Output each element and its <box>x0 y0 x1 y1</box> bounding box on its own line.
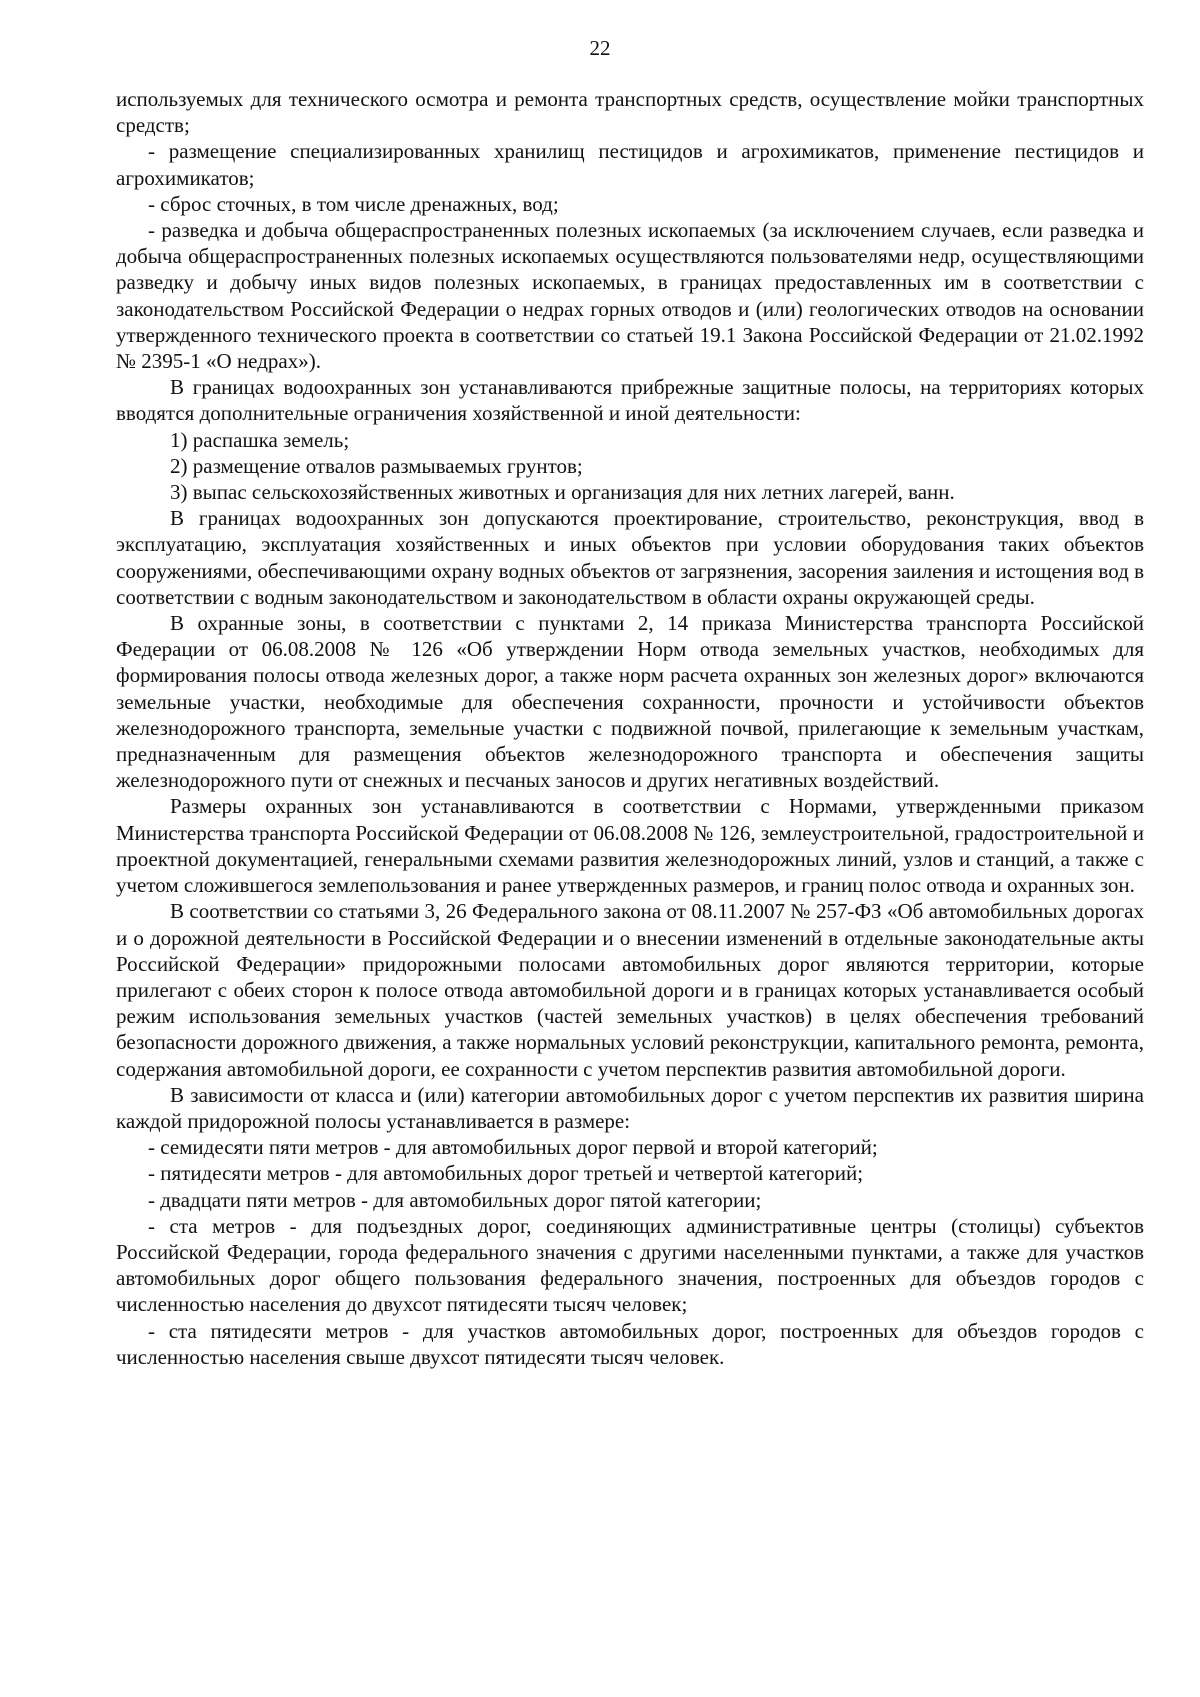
list-item: 3) выпас сельскохозяйственных животных и организация для них летних лагерей, ванн. <box>170 480 955 505</box>
list-item: - размещение специализированных хранилищ пестицидов и агрохимикатов, применение пестицидов и агрохимикатов; <box>116 139 1144 190</box>
list-item: - ста метров - для подъездных дорог, соединяющих административные центры (столицы) субъектов Российской Федерации, города федерального значения с другими населенными пунктами, а также для участков автомобильных дорог общего пользования федерального значения, построенных для объездов городов с численностью населения до двухсот пятидесяти тысяч человек; <box>116 1213 1144 1317</box>
paragraph: В охранные зоны, в соответствии с пунктами 2, 14 приказа Министерства транспорта Российской Федерации от 06.08.2008 № 126 «Об утверждении Норм отвода земельных участков, необходимых для формирования полосы отвода железных дорог, а также норм расчета охранных зон железных дорог» включаются земельные участки, необходимые для обеспечения сохранности, прочности и устойчивости объектов железнодорожного транспорта, земельные участки с подвижной почвой, прилегающие к земельным участкам, предназначенным для размещения объектов железнодорожного транспорта и обеспечения защиты железнодорожного пути от снежных и песчаных заносов и других негативных воздействий. <box>116 611 1144 793</box>
paragraph: Размеры охранных зон устанавливаются в соответствии с Нормами, утвержденными приказом Министерства транспорта Российской Федерации от 06.08.2008 № 126, землеустроительной, градостроительной и проектной документацией, генеральными схемами развития железнодорожных линий, узлов и станций, а также с учетом сложившегося землепользования и ранее утвержденных размеров, и границ полос отвода и охранных зон. <box>116 794 1144 898</box>
paragraph: В соответствии со статьями 3, 26 Федерального закона от 08.11.2007 № 257-ФЗ «Об автомобильных дорогах и о дорожной деятельности в Российской Федерации и о внесении изменений в отдельные законодательные акты Российской Федерации» придорожными полосами автомобильных дорог являются территории, которые прилегают с обеих сторон к полосе отвода автомобильной дороги и в границах которых устанавливается особый режим использования земельных участков (частей земельных участков) в целях обеспечения требований безопасности дорожного движения, а также нормальных условий реконструкции, капитального ремонта, ремонта, содержания автомобильной дороги, ее сохранности с учетом перспектив развития автомобильной дороги. <box>116 899 1144 1081</box>
list-item: - ста пятидесяти метров - для участков автомобильных дорог, построенных для объездов городов с численностью населения свыше двухсот пятидесяти тысяч человек. <box>116 1318 1144 1369</box>
paragraph: используемых для технического осмотра и ремонта транспортных средств, осуществление мойки транспортных средств; <box>116 87 1144 138</box>
page-number: 22 <box>589 36 611 60</box>
paragraph: В границах водоохранных зон допускаются проектирование, строительство, реконструкция, ввод в эксплуатацию, эксплуатация хозяйственных и иных объектов при условии оборудования таких объектов сооружениями, обеспечивающими охрану водных объектов от загрязнения, засорения заиления и истощения вод в соответствии с водным законодательством и законодательством в области охраны окружающей среды. <box>116 506 1144 609</box>
paragraph: В зависимости от класса и (или) категории автомобильных дорог с учетом перспектив их развития ширина каждой придорожной полосы устанавливается в размере: <box>116 1082 1144 1133</box>
list-item: - семидесяти пяти метров - для автомобильных дорог первой и второй категорий; <box>148 1135 878 1160</box>
list-item: - пятидесяти метров - для автомобильных дорог третьей и четвертой категорий; <box>148 1161 864 1186</box>
list-item: 2) размещение отвалов размываемых грунтов; <box>170 453 583 478</box>
paragraph: В границах водоохранных зон устанавливаются прибрежные защитные полосы, на территориях которых вводятся дополнительные ограничения хозяйственной и иной деятельности: <box>116 375 1144 426</box>
list-item: - сброс сточных, в том числе дренажных, вод; <box>148 191 559 216</box>
list-item: 1) распашка земель; <box>170 427 350 452</box>
list-item: - разведка и добыча общераспространенных полезных ископаемых (за исключением случаев, если разведка и добыча общераспространенных полезных ископаемых осуществляются пользователями недр, осуществляющими разведку и добычу иных видов полезных ископаемых, в границах предоставленных им в соответствии с законодательством Российской Федерации о недрах горных отводов и (или) геологических отводов на основании утвержденного технического проекта в соответствии со статьей 19.1 Закона Российской Федерации от 21.02.1992 № 2395-1 «О недрах»). <box>116 218 1144 374</box>
list-item: - двадцати пяти метров - для автомобильных дорог пятой категории; <box>148 1187 762 1212</box>
document-body <box>116 86 1144 1370</box>
